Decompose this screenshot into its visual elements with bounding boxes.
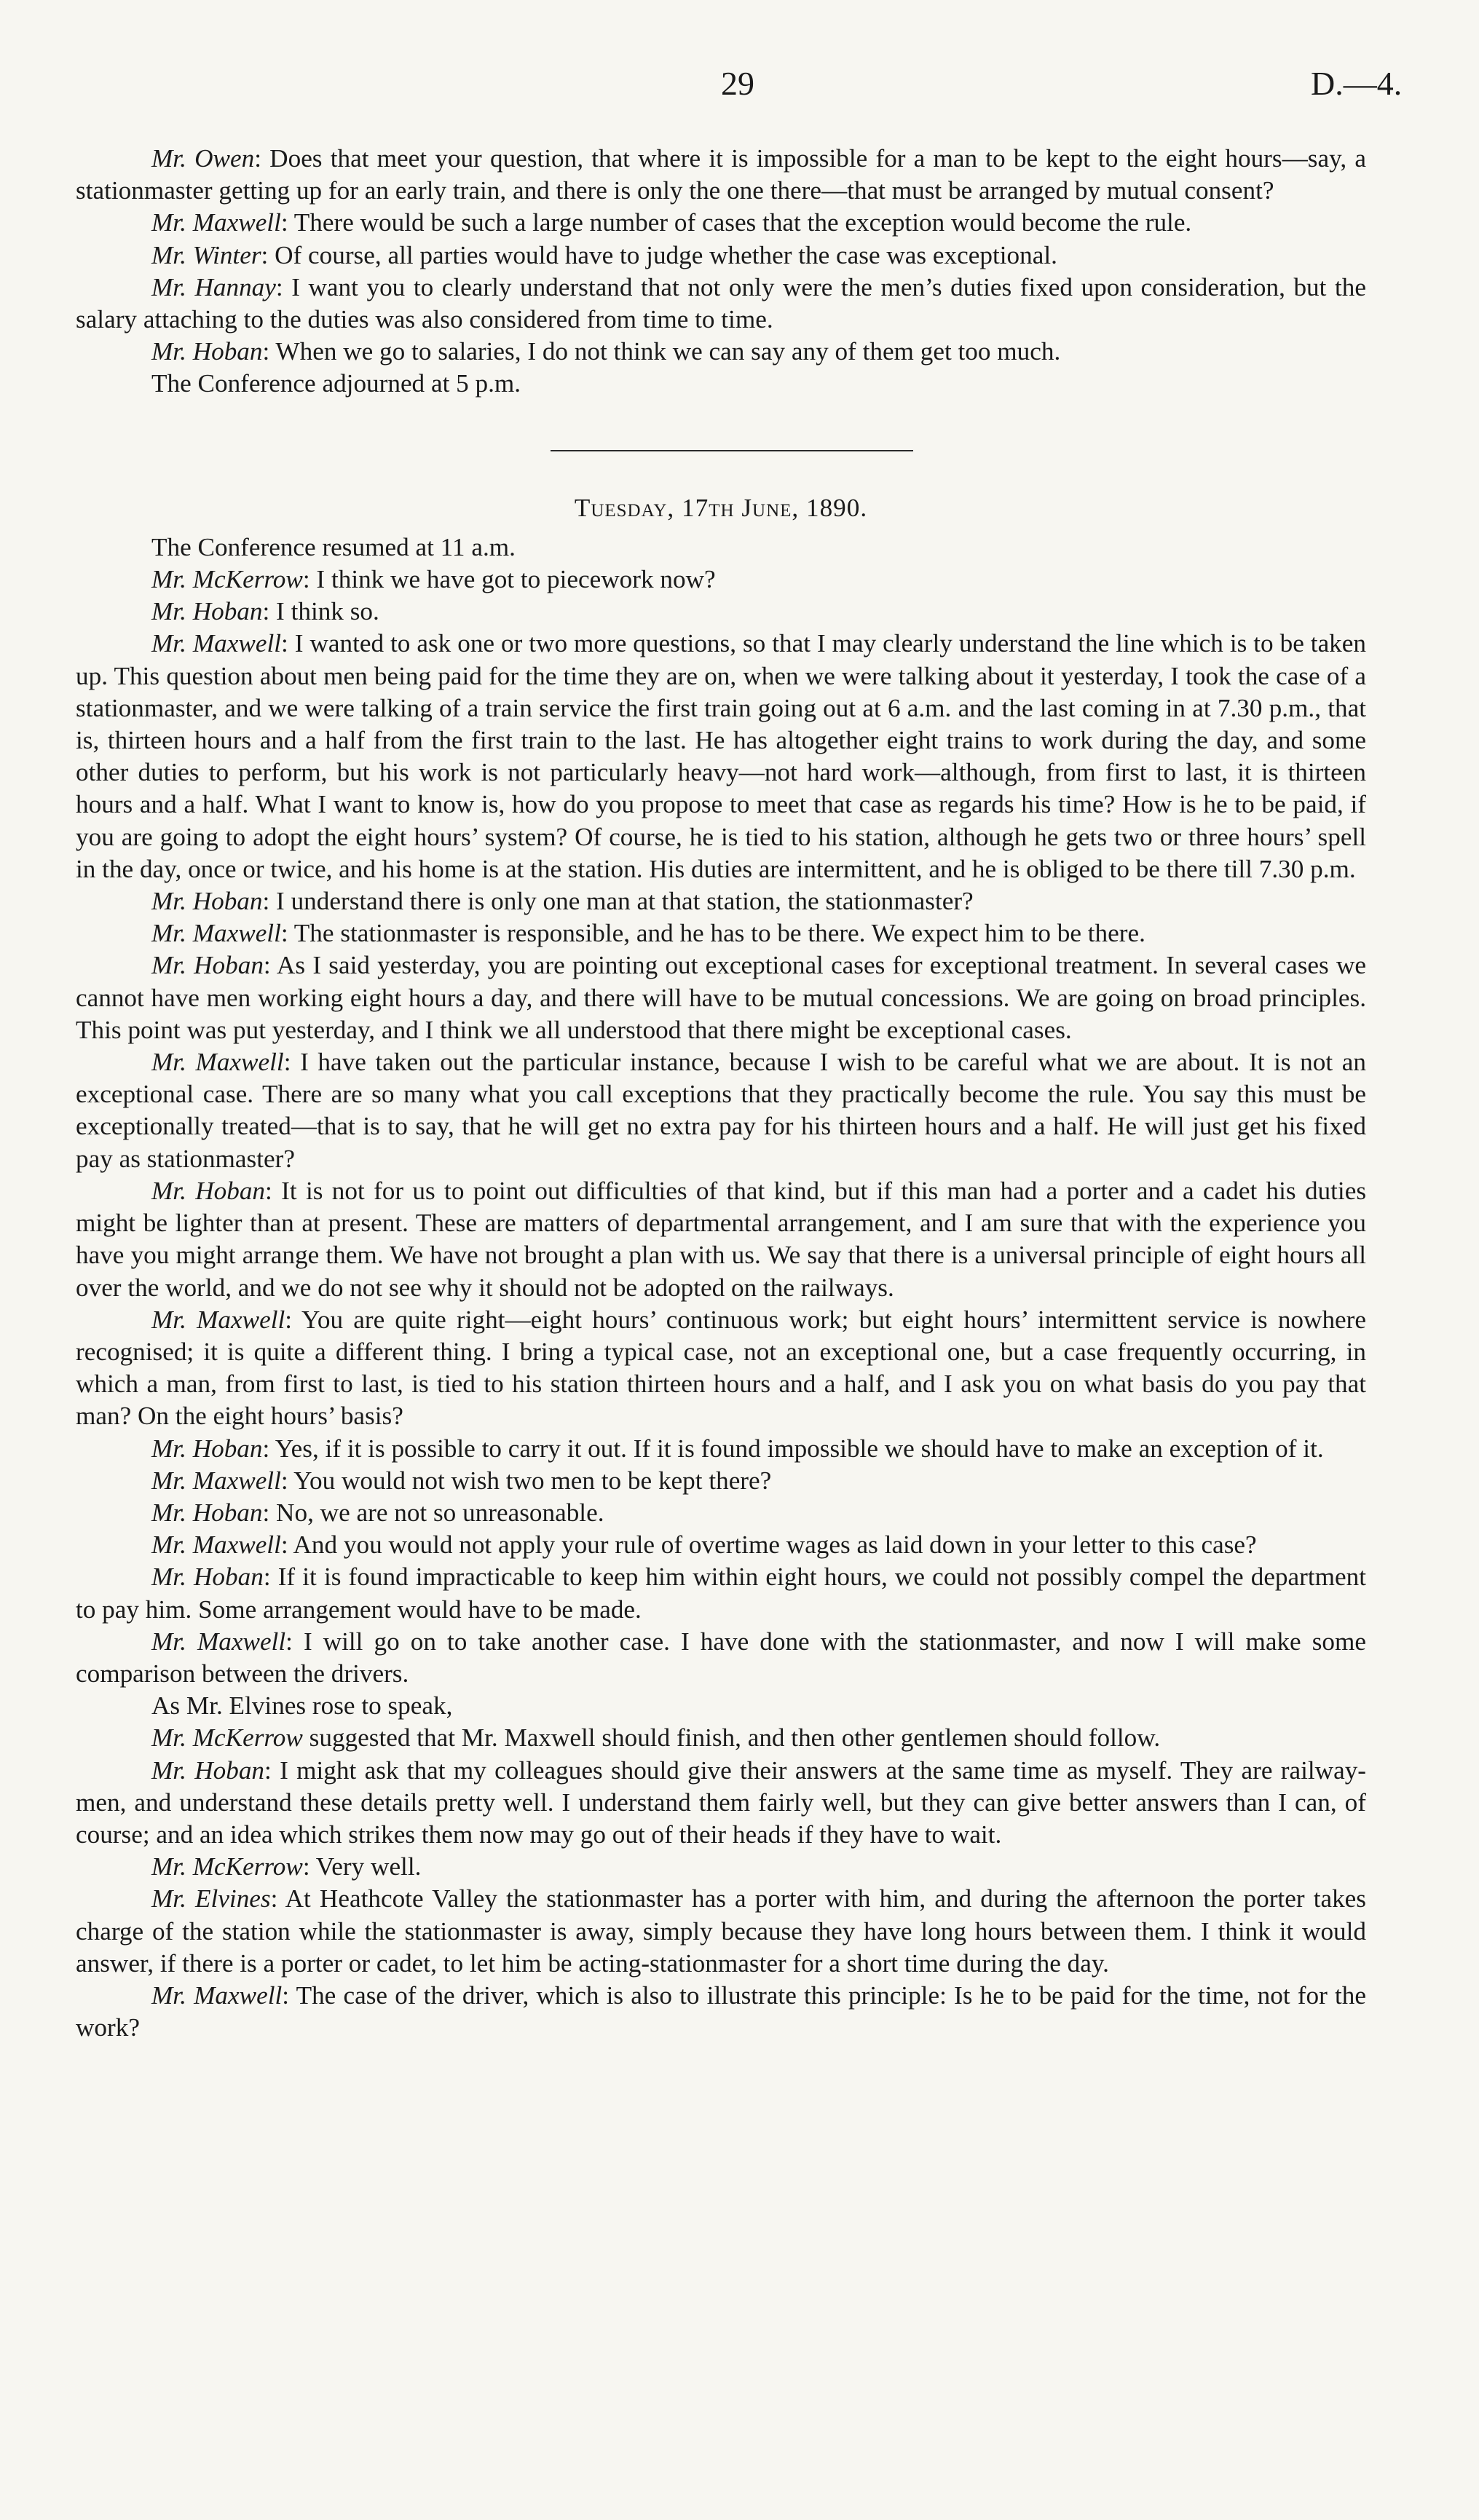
speech: : I have taken out the particular instance, because I wish to be careful what we are about. It is not an exceptional case. There are so many what you call exceptions that they practically become the rule. You say this must be exceptionally treated—that is to say, that he will get no extra pay for his thirteen hours and a half. He will just get his fixed pay as stationmaster? [76,1048,1366,1173]
speech: : Very well. [302,1852,422,1881]
paragraph [76,532,1366,564]
paragraph [76,1561,1366,1625]
speaker: Mr. Elvines [151,1884,271,1913]
paragraph [76,1722,1366,1754]
paragraph [76,336,1366,368]
speaker: Mr. Maxwell [151,1048,284,1077]
paragraph [76,1304,1366,1433]
speech: The Conference adjourned at 5 p.m. [151,369,521,398]
speech: : If it is found impracticable to keep him within eight hours, we could not possibly compel the department to pay him. Some arrangement would have to be made. [76,1563,1366,1624]
speech: : I will go on to take another case. I have done with the stationmaster, and now I will make some comparison between the drivers. [76,1627,1366,1688]
speaker: Mr. Maxwell [151,208,281,237]
paragraph [76,564,1366,596]
paragraph [76,1883,1366,1980]
paragraph [76,1046,1366,1175]
speech: : You would not wish two men to be kept there? [280,1466,772,1495]
section-divider [551,450,913,451]
speaker: Mr. Maxwell [151,919,281,948]
speech: : Does that meet your question, that where it is impossible for a man to be kept to the eight hours—say, a stationmaster getting up for an early train, and there is only the one there—that must be arranged by mutual consent? [76,144,1366,205]
speech: : It is not for us to point out difficulties of that kind, but if this man had a porter and a cadet his duties might be lighter than at present. These are matters of departmental arrangement, and I am sure that with the experience you have you might arrange them. We have not brought a plan with us. We say that there is a universal principle of eight hours all over the world, and we do not see why it should not be adopted on the railways. [76,1176,1367,1302]
speech: : And you would not apply your rule of overtime wages as laid down in your letter to this case? [280,1530,1257,1560]
paragraph [76,1175,1366,1304]
paragraph [76,368,1366,400]
document-body [76,143,1366,2044]
speech: : I think so. [262,597,379,626]
speaker: Mr. Maxwell [151,1627,286,1656]
speech: : The case of the driver, which is also to illustrate this principle: Is he to be paid for the time, not for the work? [76,1980,1366,2042]
date-heading: Tuesday, 17th June, 1890. [574,493,868,522]
speech: : Of course, all parties would have to judge whether the case was exceptional. [261,240,1057,269]
paragraph [76,596,1366,628]
speech: : I understand there is only one man at that station, the stationmaster? [262,887,974,916]
speaker: Mr. Owen [151,144,255,173]
speech: : I think we have got to piecework now? [302,565,716,594]
speech: : The stationmaster is responsible, and he has to be there. We expect him to be there. [280,919,1145,948]
paragraph [76,949,1366,1046]
speaker: Mr. Maxwell [151,1980,283,2010]
speech: : Yes, if it is possible to carry it out. If it is found impossible we should have to make an exception of it. [262,1434,1324,1463]
page-header [0,64,1479,115]
speaker: Mr. Maxwell [151,1305,285,1334]
paragraph [76,1626,1366,1690]
speaker: Mr. Hoban [151,951,264,980]
speaker: Mr. Hoban [151,1434,263,1463]
speech: : There would be such a large number of cases that the exception would become the rule. [280,208,1192,237]
speaker: Mr. Hannay [151,272,276,301]
speech: : At Heathcote Valley the stationmaster has a porter with him, and during the afternoon the porter takes charge of the station while the stationmaster is away, simply because they have long hours between them. I think it would answer, if there is a porter or cadet, to let him be acting-stationmaster for a short time during the day. [76,1884,1366,1978]
speech: : As I said yesterday, you are pointing out exceptional cases for exceptional treatment. In several cases we cannot have men working eight hours a day, and there will have to be mutual concessions. We are going on broad principles. This point was put yesterday, and I think we all understood that there might be exceptional cases. [76,951,1366,1044]
page-number: 29 [721,65,754,102]
speaker: Mr. Maxwell [151,1530,281,1560]
paragraph [76,885,1366,917]
paragraph [76,1465,1366,1497]
paragraph [76,1690,1366,1722]
speaker: Mr. Hoban [151,597,263,626]
speaker: Mr. Hoban [151,1755,265,1785]
speech: : I want you to clearly understand that not only were the men’s duties fixed upon consideration, but the salary attaching to the duties was also considered from time to time. [76,272,1366,334]
speaker: Mr. Winter [151,240,261,269]
speaker: Mr. Hoban [151,1176,266,1205]
speaker: Mr. McKerrow [151,565,303,594]
speech: : No, we are not so unreasonable. [262,1498,604,1527]
paragraph [76,1980,1366,2044]
speech: suggested that Mr. Maxwell should finish, and then other gentlemen should follow. [302,1723,1161,1753]
speaker: Mr. Hoban [151,1563,264,1592]
paragraph [76,143,1366,207]
speaker: Mr. McKerrow [151,1723,303,1753]
paragraph [76,1851,1366,1883]
paragraph [76,628,1366,885]
speaker: Mr. Hoban [151,1498,263,1527]
paragraph [76,240,1366,272]
speaker: Mr. Maxwell [151,1466,281,1495]
speech: : I might ask that my colleagues should give their answers at the same time as myself. They are railway-men, and understand these details pretty well. I understand them fairly well, but they can give better answers than I can, of course; and an idea which strikes them now may go out of their heads if they have to wait. [76,1755,1367,1849]
paragraph [76,1433,1366,1465]
speaker: Mr. Hoban [151,337,263,366]
speech: : You are quite right—eight hours’ continuous work; but eight hours’ intermittent service is nowhere recognised; it is quite a different thing. I bring a typical case, not an exceptional one, but a case frequently occurring, in which a man, from first to last, is tied to his station thirteen hours and a half, and I ask you on what basis do you pay that man? On the eight hours’ basis? [76,1305,1366,1431]
speaker: Mr. McKerrow [151,1852,303,1881]
speaker: Mr. Maxwell [151,629,282,658]
paragraph [76,1497,1366,1529]
document-reference: D.—4. [1311,65,1403,102]
speech: As Mr. Elvines rose to speak, [151,1691,453,1721]
paragraph [76,1529,1366,1561]
speech: : I wanted to ask one or two more questions, so that I may clearly understand the line which is to be taken up. This question about men being paid for the time they are on, when we were talking about it yesterday, I took the case of a stationmaster, and we were talking of a train service the first train going out at 6 a.m. and the last coming in at 7.30 p.m., that is, thirteen hours and a half from the first train to the last. He has altogether eight trains to work during the day, and some other duties to perform, but his work is not particularly heavy—not hard work—although, from first to last, it is thirteen hours and a half. What I want to know is, how do you propose to meet that case as regards his time? How is he to be paid, if you are going to adopt the eight hours’ system? Of course, he is tied to his station, although he gets two or three hours’ spell in the day, once or twice, and his home is at the station. His duties are intermittent, and he is obliged to be there till 7.30 p.m. [76,629,1366,883]
speech: The Conference resumed at 11 a.m. [151,532,516,561]
paragraph [76,207,1366,239]
speech: : When we go to salaries, I do not think we can say any of them get too much. [262,337,1061,366]
paragraph [76,1755,1366,1852]
speaker: Mr. Hoban [151,887,263,916]
paragraph [76,917,1366,949]
paragraph [76,272,1366,336]
